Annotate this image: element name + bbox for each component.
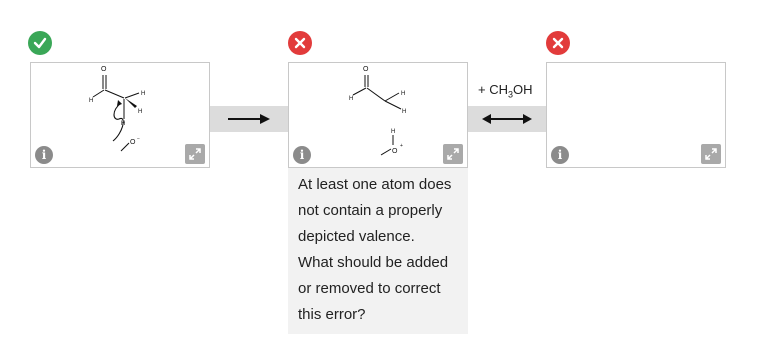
feedback-line: this error? (298, 306, 366, 323)
molecule-drawing (289, 63, 466, 166)
expand-icon[interactable] (443, 144, 463, 164)
reagent-label: + $CH_3OH$ (478, 82, 533, 100)
feedback-line: or removed to correct (298, 280, 441, 297)
expand-icon[interactable] (701, 144, 721, 164)
svg-text:−: − (137, 136, 140, 142)
svg-text:O: O (392, 148, 398, 155)
svg-text:H: H (121, 121, 126, 127)
mechanism-step-3-panel[interactable] (546, 62, 726, 168)
status-correct-icon (28, 31, 52, 55)
status-incorrect-icon (288, 31, 312, 55)
error-feedback-box (288, 168, 468, 334)
svg-text:H: H (401, 91, 406, 97)
info-icon[interactable]: i (35, 146, 53, 164)
svg-text:H: H (402, 109, 407, 115)
svg-text:H: H (349, 96, 354, 102)
expand-icon[interactable] (185, 144, 205, 164)
svg-text:H: H (141, 91, 146, 97)
molecule-drawing (31, 63, 208, 166)
feedback-line: At least one atom does (298, 176, 452, 193)
feedback-line: not contain a properly (298, 202, 443, 219)
forward-arrow-icon (226, 112, 272, 126)
mechanism-step-1-panel[interactable] (30, 62, 210, 168)
status-incorrect-icon (546, 31, 570, 55)
svg-text:O: O (130, 139, 136, 146)
resonance-arrow-icon (481, 112, 533, 126)
svg-text:O: O (363, 66, 369, 73)
info-icon[interactable]: i (293, 146, 311, 164)
svg-text:H: H (391, 129, 396, 135)
info-icon[interactable]: i (551, 146, 569, 164)
svg-text:H: H (89, 98, 94, 104)
mechanism-step-2-panel[interactable] (288, 62, 468, 168)
svg-text:H: H (138, 109, 143, 115)
feedback-line: depicted valence. (298, 228, 415, 245)
feedback-line: What should be added (298, 254, 449, 271)
svg-text:+: + (400, 143, 403, 149)
svg-text:O: O (101, 66, 107, 73)
